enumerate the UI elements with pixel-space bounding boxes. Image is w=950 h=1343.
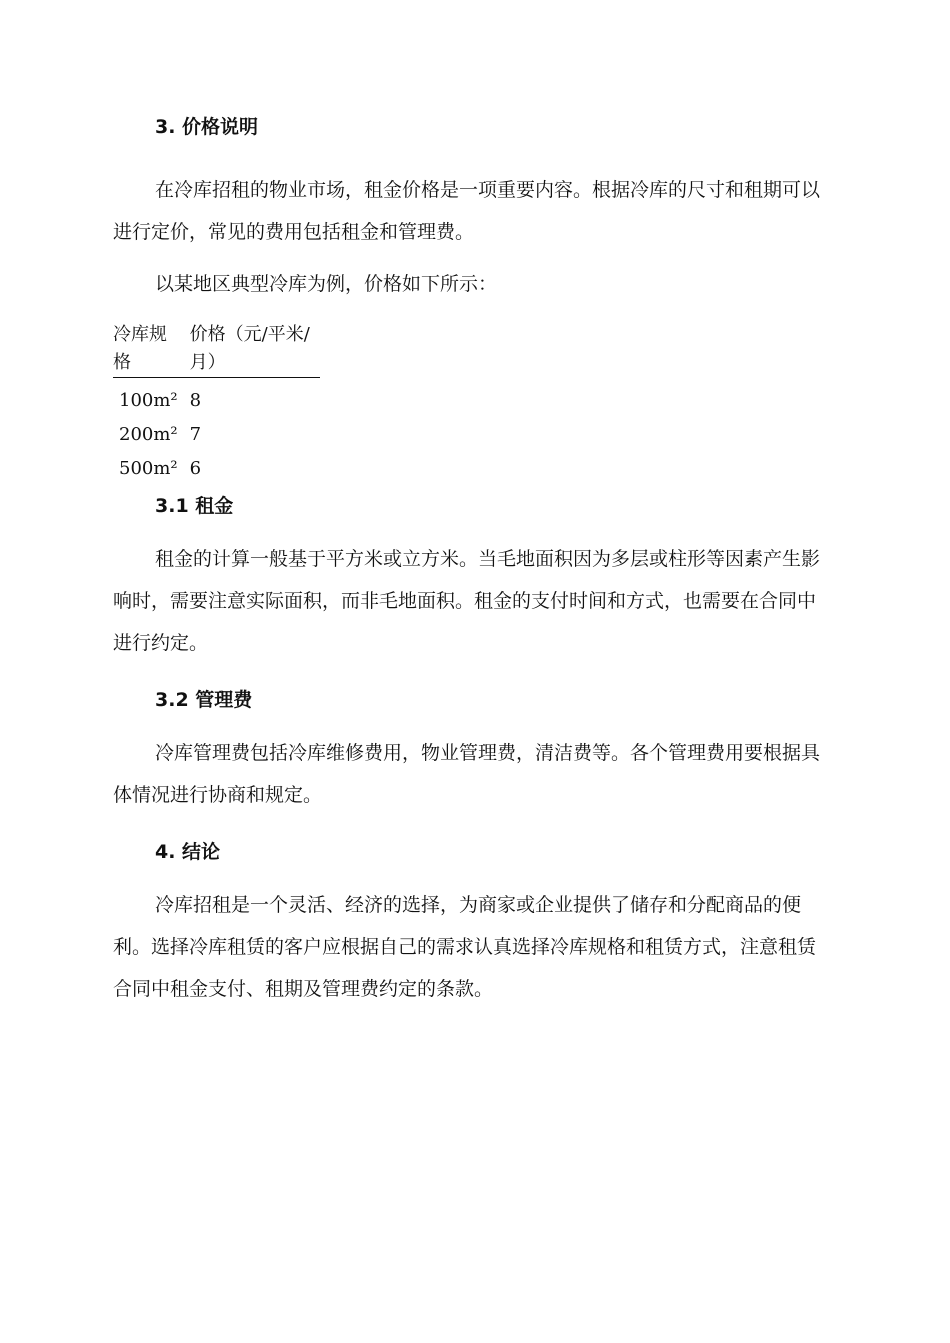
paragraph-price-example: 以某地区典型冷库为例，价格如下所示： — [155, 273, 498, 295]
table-cell-spec: 100m² — [119, 390, 178, 411]
section-heading-management-fee: 3.2 管理费 — [155, 689, 253, 711]
price-table — [113, 321, 320, 486]
table-header-spec: 冷库规格 — [113, 321, 184, 378]
paragraph-management-fee: 冷库管理费包括冷库维修费用，物业管理费，清洁费等。各个管理费用要根据具体情况进行协商和规定。 — [113, 742, 821, 806]
table-cell-spec: 200m² — [119, 424, 178, 445]
section-heading-price: 3. 价格说明 — [155, 116, 259, 138]
table-cell-spec: 500m² — [119, 458, 178, 479]
section-heading-conclusion: 4. 结论 — [155, 841, 221, 863]
paragraph-conclusion: 冷库招租是一个灵活、经济的选择，为商家或企业提供了储存和分配商品的便利。选择冷库租赁的客户应根据自己的需求认真选择冷库规格和租赁方式，注意租赁合同中租金支付、租期及管理费约定的条款。 — [113, 894, 817, 1000]
table-row — [113, 378, 320, 419]
paragraph-price-intro: 在冷库招租的物业市场，租金价格是一项重要内容。根据冷库的尺寸和租期可以进行定价，常见的费用包括租金和管理费。 — [113, 179, 821, 243]
table-cell-price: 6 — [189, 458, 202, 479]
table-header-price: 价格（元/平米/月） — [184, 321, 320, 378]
paragraph-rent: 租金的计算一般基于平方米或立方米。当毛地面积因为多层或柱形等因素产生影响时，需要注意实际面积，而非毛地面积。租金的支付时间和方式，也需要在合同中进行约定。 — [113, 548, 821, 654]
document-page — [0, 113, 950, 1343]
table-header-row — [113, 321, 320, 378]
price-table-container — [113, 321, 320, 486]
table-cell-price: 7 — [189, 424, 202, 445]
table-row — [113, 418, 320, 452]
section-heading-rent: 3.1 租金 — [155, 495, 234, 517]
table-row — [113, 452, 320, 486]
table-cell-price: 8 — [189, 390, 202, 411]
